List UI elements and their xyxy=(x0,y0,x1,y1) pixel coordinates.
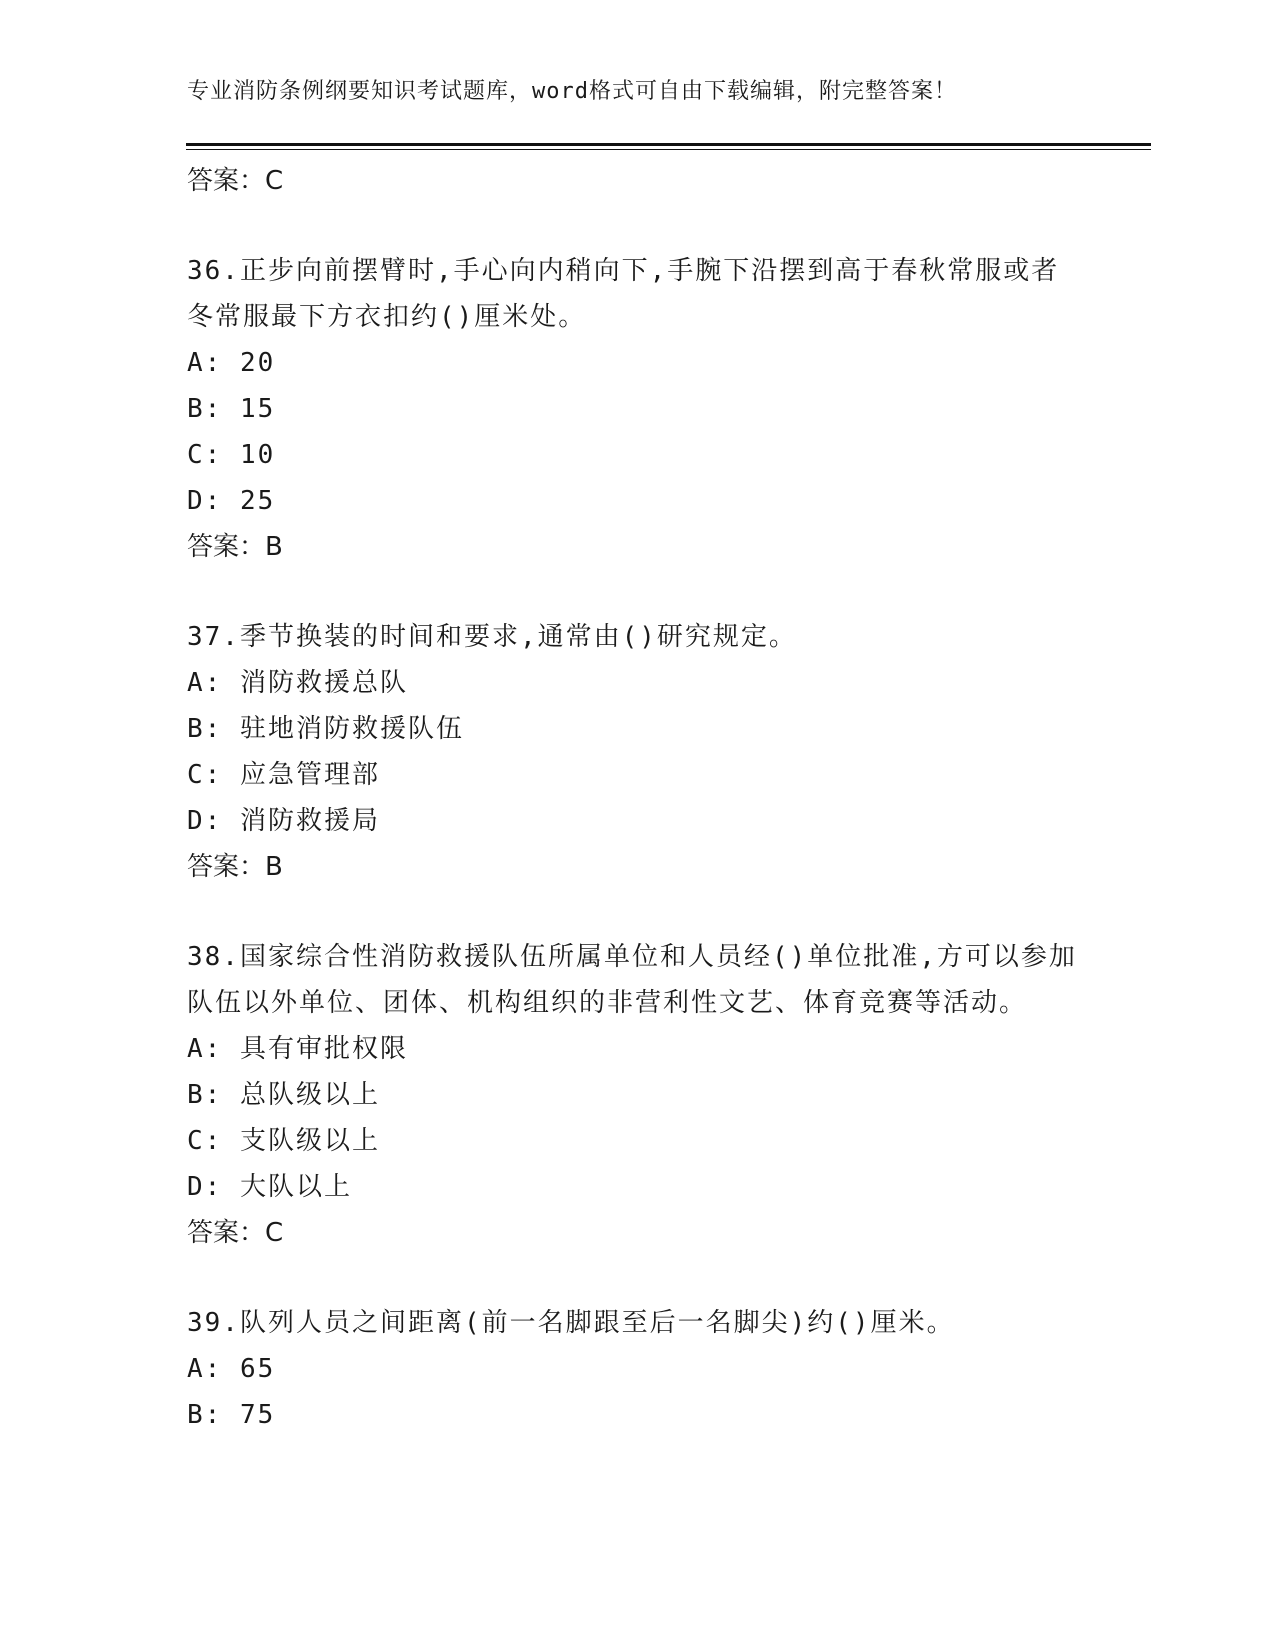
question-stem: 38.国家综合性消防救援队伍所属单位和人员经()单位批准,方可以参加队伍以外单位、团体、机构组织的非营利性文艺、体育竞赛等活动。 xyxy=(187,942,1077,1018)
spacer xyxy=(187,204,1087,248)
question-stem: 37.季节换装的时间和要求,通常由()研究规定。 xyxy=(187,622,797,652)
question-stem: 39.队列人员之间距离(前一名脚跟至后一名脚尖)约()厘米。 xyxy=(187,1308,955,1338)
question-37 xyxy=(187,614,1087,890)
option-c: C: 支队级以上 xyxy=(187,1126,380,1156)
question-36 xyxy=(187,248,1087,570)
option-b: B: 75 xyxy=(187,1400,276,1430)
spacer xyxy=(187,570,1087,614)
question-39 xyxy=(187,1300,1087,1438)
option-d: D: 大队以上 xyxy=(187,1172,352,1202)
option-b: B: 总队级以上 xyxy=(187,1080,380,1110)
option-b: B: 15 xyxy=(187,394,276,424)
option-c: C: 应急管理部 xyxy=(187,760,380,790)
option-a: A: 65 xyxy=(187,1354,276,1384)
header-rule xyxy=(186,143,1151,146)
header-rule-thin xyxy=(186,149,1151,150)
option-a: A: 20 xyxy=(187,348,276,378)
spacer xyxy=(187,890,1087,934)
answer-line: 答案：B xyxy=(187,852,283,882)
page-header: 专业消防条例纲要知识考试题库，word格式可自由下载编辑，附完整答案！ xyxy=(187,79,957,104)
answer-line: 答案：C xyxy=(187,166,284,196)
answer-line: 答案：B xyxy=(187,532,283,562)
option-a: A: 具有审批权限 xyxy=(187,1034,408,1064)
spacer xyxy=(187,1256,1087,1300)
option-a: A: 消防救援总队 xyxy=(187,668,408,698)
option-c: C: 10 xyxy=(187,440,276,470)
question-38 xyxy=(187,934,1087,1256)
option-d: D: 25 xyxy=(187,486,276,516)
answer-line: 答案：C xyxy=(187,1218,284,1248)
question-list xyxy=(187,158,1087,1438)
question-stem: 36.正步向前摆臂时,手心向内稍向下,手腕下沿摆到高于春秋常服或者冬常服最下方衣扣约()厘米处。 xyxy=(187,256,1060,332)
option-d: D: 消防救援局 xyxy=(187,806,380,836)
option-b: B: 驻地消防救援队伍 xyxy=(187,714,464,744)
